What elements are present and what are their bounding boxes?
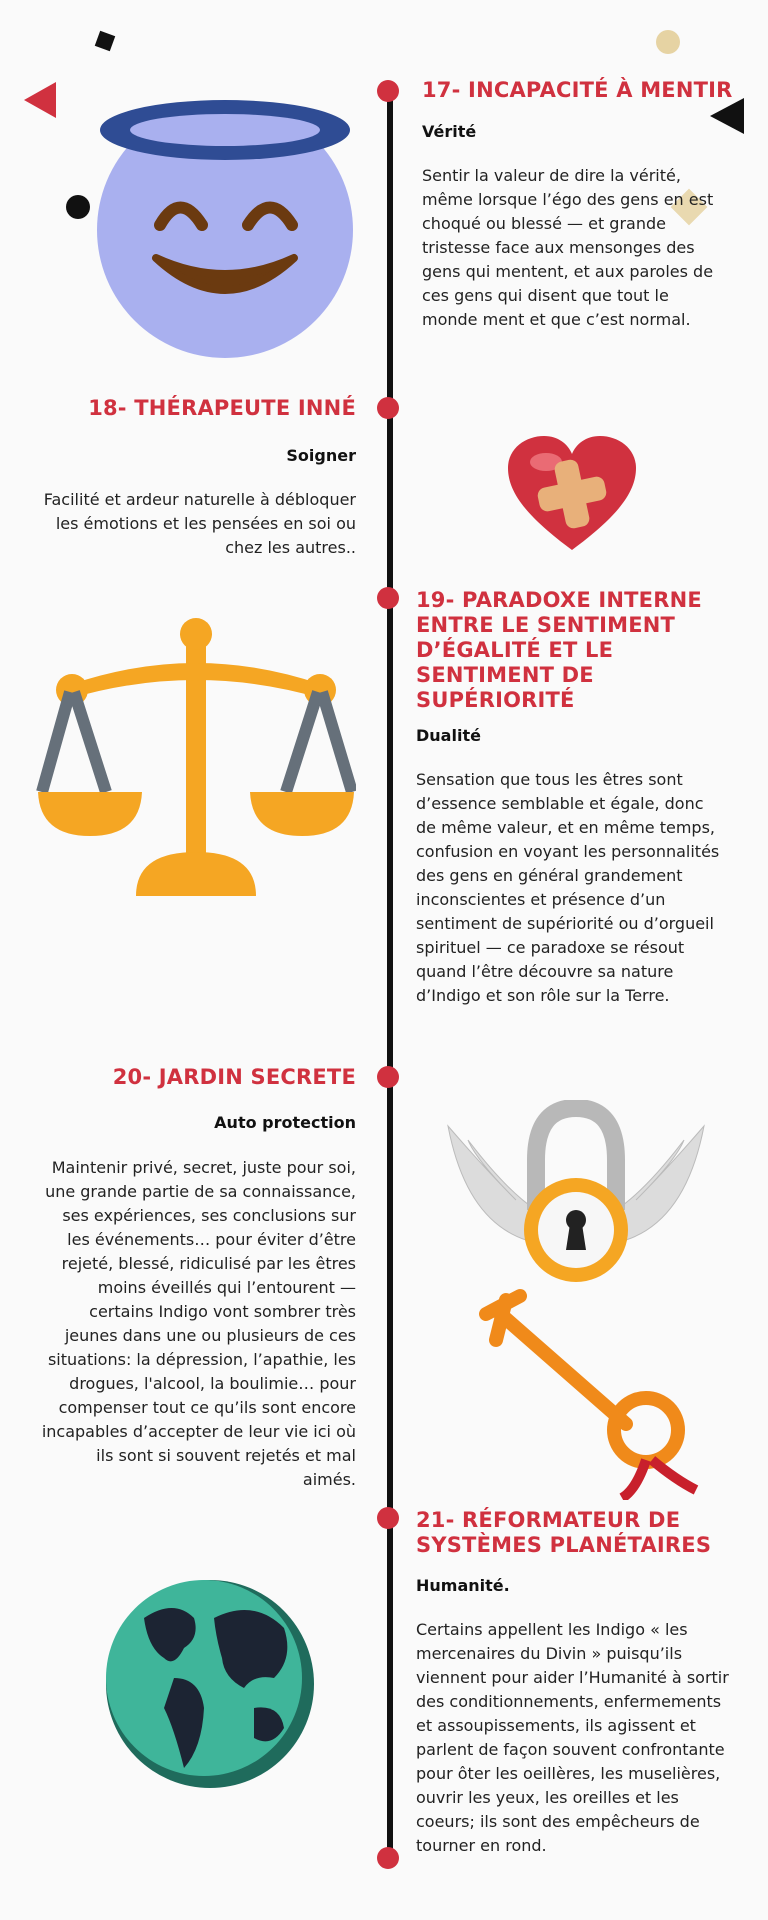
bandaged-heart-icon bbox=[506, 436, 638, 554]
section-text: Certains appellent les Indigo « les mercenaires du Divin » puisqu’ils viennent pour aider l’Humanité à sortir des conditionnements, enfermements et assoupissements, ils agissent et parlent de façon souvent confrontante pour ôter les oeillères, les muselières, ouvrir les yeux, les oreilles et les coeurs; ils sont des empêcheurs de tourner en rond. bbox=[416, 1620, 729, 1855]
timeline-dot bbox=[377, 80, 399, 102]
timeline-dot bbox=[377, 587, 399, 609]
section-subtitle: Humanité. bbox=[416, 1576, 510, 1595]
section-subtitle: Vérité bbox=[422, 122, 477, 141]
section-title: 21- RÉFORMATEUR DE SYSTÈMES PLANÉTAIRES bbox=[416, 1508, 712, 1557]
section-text: Maintenir privé, secret, juste pour soi, une grande partie de sa connaissance, ses expériences, ses conclusions sur les événements… pour éviter d’être rejeté, blessé, ridiculisé par les êtres moins éveillés qui l’entourent — certains Indigo vont sombrer très jeunes dans une ou plusieurs de ces situations: la dépression, l’apathie, les drogues, l'alcool, la boulimie… pour compenser tout ce qu’ils sont encore incapables d’accepter de leur vie ici où ils sont si souvent rejetés et mal aimés. bbox=[41, 1158, 356, 1489]
angel-smiley-icon bbox=[90, 90, 360, 360]
scales-icon bbox=[36, 612, 356, 902]
section-text: Facilité et ardeur naturelle à débloquer les émotions et les pensées en soi ou chez les autres.. bbox=[43, 490, 356, 557]
section-text: Sensation que tous les êtres sont d’essence semblable et égale, donc de même valeur, et en même temps, confusion en voyant les personnalités des gens en général grandement inconscientes et présence d’un sentiment de supériorité ou d’orgueil spirituel — ce paradoxe se résout quand l’être découvre sa nature d’Indigo et son rôle sur la Terre. bbox=[416, 770, 720, 1005]
timeline-dot bbox=[377, 397, 399, 419]
confetti-triangle bbox=[24, 82, 58, 118]
winged-padlock-key-icon bbox=[446, 1100, 706, 1500]
section-subtitle: Soigner bbox=[286, 446, 356, 465]
confetti-square bbox=[95, 31, 116, 52]
section-title: 20- JARDIN SECRETE bbox=[112, 1065, 356, 1089]
timeline-line bbox=[387, 88, 393, 1858]
section-subtitle: Auto protection bbox=[214, 1113, 356, 1132]
section-title: 17- INCAPACITÉ À MENTIR bbox=[422, 78, 733, 102]
confetti-circle bbox=[66, 195, 90, 219]
section-text: Sentir la valeur de dire la vérité, même lorsque l’égo des gens en est choqué ou blessé — et grande tristesse face aux mensonges des gens qui mentent, et aux paroles de ces gens qui disent que tout le monde ment et que c’est normal. bbox=[422, 166, 714, 329]
timeline-dot bbox=[377, 1507, 399, 1529]
timeline-dot bbox=[377, 1066, 399, 1088]
timeline-dot bbox=[377, 1847, 399, 1869]
globe-icon bbox=[104, 1578, 316, 1790]
confetti-circle bbox=[656, 30, 680, 54]
section-title: 18- THÉRAPEUTE INNÉ bbox=[88, 396, 356, 420]
confetti-triangle bbox=[710, 98, 744, 134]
section-subtitle: Dualité bbox=[416, 726, 481, 745]
section-title: 19- PARADOXE INTERNE ENTRE LE SENTIMENT D’ÉGALITÉ ET LE SENTIMENT DE SUPÉRIORITÉ bbox=[416, 588, 702, 712]
